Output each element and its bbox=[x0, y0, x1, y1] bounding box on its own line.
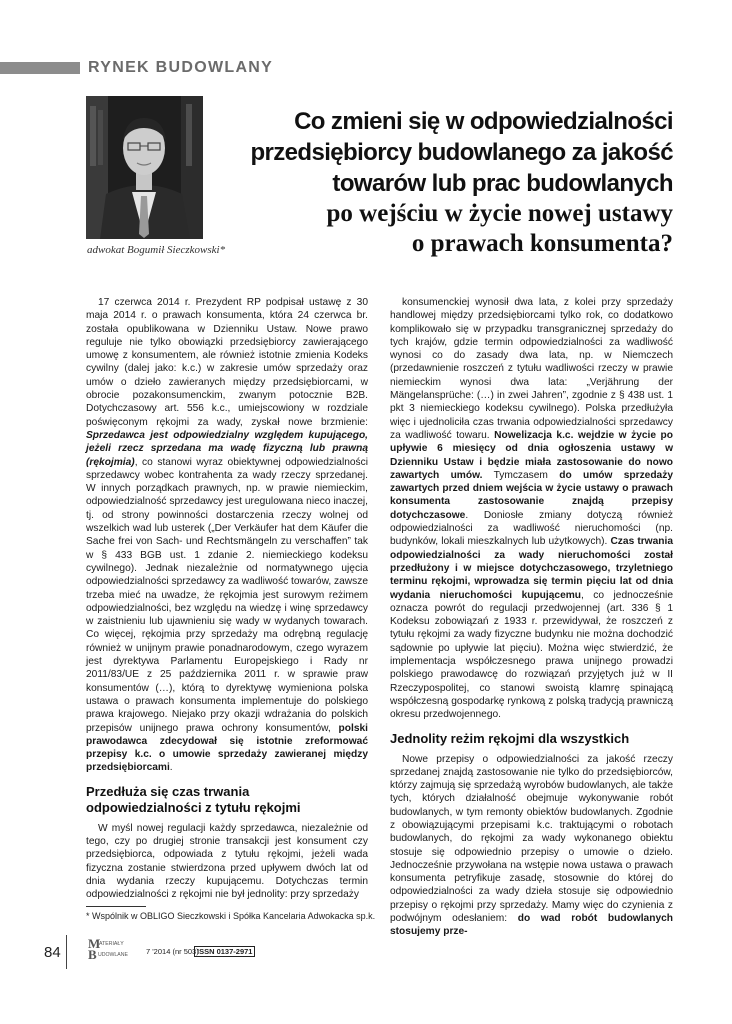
text-run: , co jednocześnie oznacza powrót do regulacji przedwojennej (art. 336 § 1 Kodeksu zobowiązań z 1933 r. przewidywał, że roszczeń z tytułu rękojmi za wady fizyczne budynku nie można dochodzić sądownie po upływie lat pięciu). Można więc stwierdzić, że implementacja współczesnego prawa unijnego prowadzi polskiego prawodawcę do rozwiązań przyjętych już w II Rzeczypospolitej, co stanowi swoistą klamrę spinającą współczesną gospodarkę rynkową z polską tradycją prawniczą okresu przedwojennego. bbox=[390, 589, 673, 721]
text-run: . Doniosłe zmiany dotyczą również odpowiedzialności za wadliwość nieruchomości (np. budynków, lokali mieszkalnych lub użytkowych). bbox=[390, 509, 673, 548]
title-line: przedsiębiorcy budowlanego za jakość bbox=[250, 139, 673, 166]
author-photo bbox=[86, 96, 203, 239]
text-run: 17 czerwca 2014 r. Prezydent RP podpisał ustawę z 30 maja 2014 r. o prawach konsumenta, która 24 czerwca br. została opublikowana w Dzienniku Ustaw. Nowe prawo reguluje nie tylko obowiązki przedsiębiorcy zawierającego umowę z konsumentem, ale również istotnie zmienia Kodeks cywilny (dalej jako: k.c.) w zakresie umów sprzedaży oraz umów o dzieło zawieranych między przedsiębiorcami, w obrocie pozakonsumenckim, zwanym potocznie B2B. Dotychczasowy art. 556 k.c., umiejscowiony w rozdziale poświęconym rękojmi za wady, zyskał nowe brzmienie: bbox=[86, 297, 368, 428]
author-caption: adwokat Bogumił Sieczkowski* bbox=[87, 244, 226, 256]
text-run: Tymczasem bbox=[482, 469, 560, 481]
article-title bbox=[250, 106, 673, 259]
text-run: Czas trwania odpowiedzialności za wady nieruchomości został przedłużony i w miejsce dotychczasowego, trzyletniego terminu rękojmi, wprowadza się termin pięciu lat od dnia wydania nieruchomości kupującemu bbox=[390, 536, 673, 601]
text-run: Nowelizacja k.c. wejdzie w życie po upływie 6 miesięcy od dnia ogłoszenia ustawy w Dzienniku Ustaw i będzie miała zastosowanie do nowo zawartych umów. bbox=[390, 429, 674, 481]
svg-text:UDOWLANE: UDOWLANE bbox=[98, 952, 128, 958]
magazine-logo bbox=[88, 937, 140, 961]
text-run: polski prawodawca zdecydował się istotnie zreformować przepisy k.c. o umowie sprzedaży zawieranej między przedsiębiorcami bbox=[86, 722, 368, 774]
section-heading: Przedłuża się czas trwania odpowiedzialności z tytułu rękojmi bbox=[86, 783, 301, 815]
issn-box: ISSN 0137-2971 bbox=[194, 946, 255, 957]
article-column-right bbox=[390, 296, 673, 939]
issue-number: 7 '2014 (nr 503) bbox=[146, 947, 199, 956]
title-line: towarów lub prac budowlanych bbox=[332, 170, 673, 197]
svg-text:B: B bbox=[88, 947, 97, 961]
footnote: * Wspólnik w OBLIGO Sieczkowski i Spółka Kancelaria Adwokacka sp.k. bbox=[86, 911, 376, 921]
section-bar bbox=[0, 62, 80, 74]
text-run: W myśl nowej regulacji każdy sprzedawca, niezależnie od tego, czy po drugiej stronie transakcji jest konsument czy przedsiębiorca, odpowiada z tytułu rękojmi, jeżeli wada fizyczna zostanie stwierdzona przed upływem dwóch lat od dnia wydania rzeczy kupującemu. Dotychczas termin odpowiedzialności z rękojmi nie był jednolity: przy sprzedaży bbox=[86, 822, 368, 901]
section-heading: Jednolity reżim rękojmi dla wszystkich bbox=[390, 730, 630, 746]
text-run: konsumenckiej wynosił dwa lata, z kolei przy sprzedaży handlowej między przedsiębiorcami tylko rok, co dodatkowo komplikowało się w przypadku transgranicznej sprzedaży do tych krajów, gdzie termin odpowiedzialności za wadliwość wynosi co do zasady dwa lata, np. w Niemczech (przedawnienie roszczeń z tytułu wadliwości rzeczy w prawie niemieckim wynosi dwa lata: „Verjährung der Mängelansprüche: (…) in zwei Jahren”, zgodnie z § 438 ust. 1 pkt 3 niemieckiego kodeksu cywilnego). Polska przedłużyła więc i ujednoliciła czas trwania odpowiedzialności sprzedawcy za wadliwość towaru. bbox=[390, 297, 673, 441]
text-run: . bbox=[169, 762, 173, 774]
section-label: RYNEK BUDOWLANY bbox=[88, 59, 274, 76]
footer-divider bbox=[66, 935, 67, 969]
svg-text:M: M bbox=[88, 937, 101, 951]
page-number: 84 bbox=[44, 944, 61, 961]
article-paragraph bbox=[86, 296, 368, 775]
title-line: Co zmieni się w odpowiedzialności bbox=[294, 108, 673, 135]
article-paragraph bbox=[86, 822, 368, 902]
text-run: do umów sprzedaży zawartych przed dniem wejścia w życie ustawy o prawach konsumenta zastosowanie znajdą przepisy dotychczasowe bbox=[390, 469, 673, 521]
text-run: do wad robót budowlanych stosujemy prze- bbox=[390, 913, 673, 938]
text-run: Nowe przepisy o odpowiedzialności za jakość rzeczy sprzedanej znajdą zastosowanie nie tylko do przedsiębiorców, którzy zajmują się sprzedażą wyrobów budowlanych, ale także tych, których działalność obejmuje wykonywanie robót budowlanych, w tym remonty obiektów budowlanych. Zgodnie z obowiązującymi przepisami k.c. traktującymi o robotach budowlanych, do rękojmi za wady wykonanego obiektu stosuje się odpowiednio przepisy o umowie o dzieło. Jednocześnie przywołana na wstępie nowa ustawa o prawach konsumenta petryfikuje zasadę, stosownie do której do odpowiedzialności za wady dzieła stosuje się odpowiednio przepisy o rękojmi przy sprzedaży. Mamy więc do czynienia z podwójnym odesłaniem: bbox=[390, 753, 673, 925]
subtitle-line: o prawach konsumenta? bbox=[411, 230, 673, 257]
author-portrait-image bbox=[86, 96, 203, 239]
text-run: Sprzedawca jest odpowiedzialny względem kupującego, jeżeli rzecz sprzedana ma wadę fizyczną lub prawną (rękojmia) bbox=[86, 429, 368, 468]
text-run: , co stanowi wyraz obiektywnej odpowiedzialności sprzedawcy wobec kontrahenta za wady rzeczy sprzedanej. W innych porządkach prawnych, np. w prawie niemieckim, odpowiedzialność sprzedawcy jest uregulowana nieco inaczej, tj. od strony powinności dostarczenia rzeczy wolnej od wszelkich wad lub usterek („Der Verkäufer hat dem Käufer die Sache frei von Sach- und Rechtsmängeln zu verschaffen” tak w § 433 BGB ust. 1 zdanie 2. niemieckiego kodeksu cywilnego). Jednak niezależnie od normatywnego ujęcia odpowiedzialności sprzedawcy za wadliwość towarów, zawsze trzeba mieć na uwadze, że rękojmia jest surowym reżimem odpowiedzialności, bez względu na wiedzę i winę sprzedawcy w zaistnieniu lub ujawnieniu się wady w wydanych towarach. Co więcej, rękojmia przy sprzedaży ma odrębną regulację również w unijnym prawie ponadnarodowym, czego wyrazem jest dyrektywa Parlamentu Europejskiego i Rady nr 2011/83/UE z 25 października 2011 r. w sprawie praw konsumentów (…), którą to dyrektywę wymieniona polska ustawa o prawach konsumenta implementuje do polskiego prawa krajowego. Niejako przy okazji wdrażania do polskich przepisów unijnego prawa ochrony konsumentów, bbox=[86, 456, 368, 734]
footnote-rule bbox=[86, 906, 146, 907]
article-column-left bbox=[86, 296, 368, 901]
subtitle-line: po wejściu w życie nowej ustawy bbox=[326, 200, 673, 227]
svg-text:ATERIAŁY: ATERIAŁY bbox=[99, 941, 124, 947]
article-paragraph bbox=[390, 753, 673, 939]
article-paragraph bbox=[390, 296, 673, 722]
